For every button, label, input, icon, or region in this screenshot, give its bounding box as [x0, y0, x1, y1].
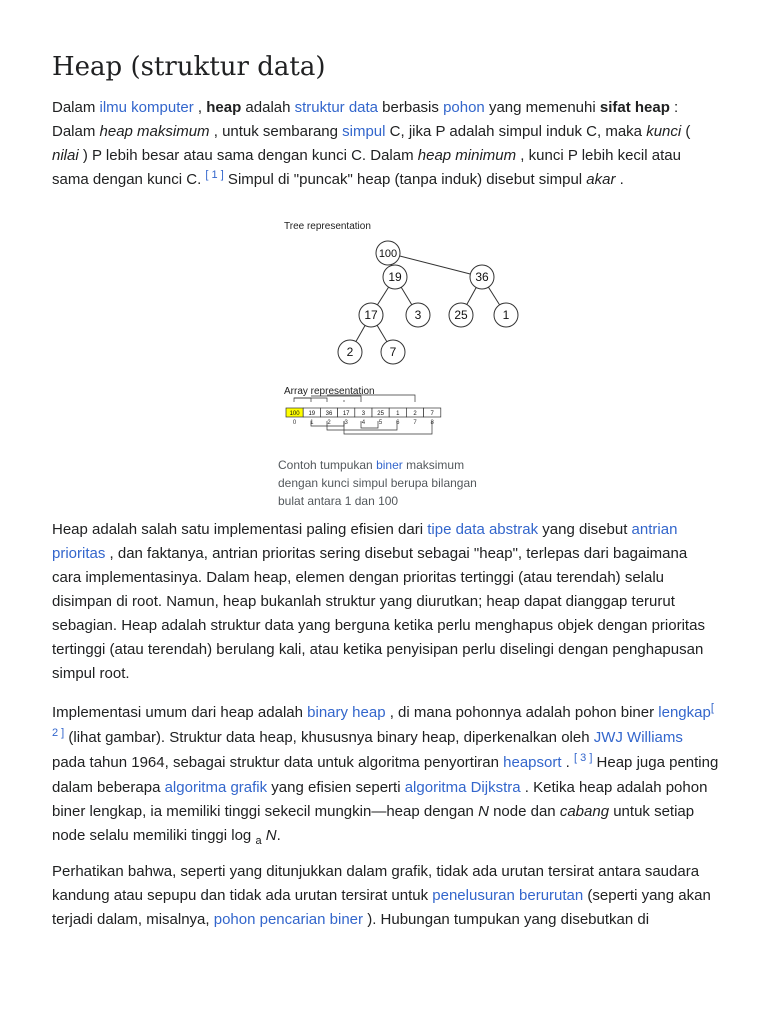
- array-index-label: 4: [361, 420, 366, 426]
- array-cell-label: 36: [325, 411, 333, 417]
- array-index-label: 7: [413, 420, 417, 426]
- array-cell-label: 25: [377, 411, 384, 417]
- array-cell-label: 2: [413, 411, 417, 417]
- reference-1[interactable]: [ 1 ]: [205, 169, 224, 181]
- link-jwj-williams[interactable]: JWJ Williams: [593, 729, 683, 746]
- paragraph-intro: Dalam ilmu komputer , heap adalah struktur data berbasis pohon yang memenuhi sifat heap : Dalam heap maksimum , untuk sembarang simpul C, jika P adalah simpul induk C, maka kunci ( nilai ) P lebih besar atau sama dengan kunci C. Dalam heap minimum , kunci P lebih kecil atau sama dengan kunci C. [ 1 ] Simpul di "puncak" heap (tanpa induk) disebut simpul akar .: [52, 99, 691, 188]
- array-cell-label: 7: [430, 411, 434, 417]
- paragraph-3: Implementasi umum dari heap adalah binary heap , di mana pohonnya adalah pohon biner lengkap[ 2 ] (lihat gambar). Struktur data heap, khususnya binary heap, diperkenalkan oleh JWJ Williams pada tahun 1964, sebagai struktur data untuk algoritma penyortiran heapsort . [ 3 ] Heap juga penting dalam beberapa algoritma grafik yang efisien seperti algoritma Dijkstra . Ketika heap adalah pohon biner lengkap, ia memiliki tinggi sekecil mungkin—heap dengan N node dan cabang untuk setiap node selalu memiliki tinggi log $_a$ N.: [52, 702, 719, 847]
- link-simpul[interactable]: simpul: [342, 123, 386, 140]
- bold-heap: heap: [206, 99, 242, 116]
- paragraph-4: Perhatikan bahwa, seperti yang ditunjukkan dalam grafik, tidak ada urutan tersirat antara saudara kandung atau sepupu dan tidak ada urutan tersirat untuk penelusuran berurutan (seperti yang akan terjadi dalam, misalnya, pohon pencarian biner ). Hubungan tumpukan yang disebutkan di: [52, 863, 711, 928]
- link-biner[interactable]: biner: [376, 458, 403, 472]
- array-cell-label: 1: [396, 411, 400, 417]
- link-pohon[interactable]: pohon: [443, 99, 485, 116]
- link-heapsort[interactable]: heapsort: [503, 754, 562, 771]
- link-ilmu-komputer[interactable]: ilmu komputer: [99, 99, 194, 116]
- reference-2[interactable]: [ 2 ]: [52, 702, 714, 739]
- array-index-label: 6: [396, 420, 400, 426]
- array-index-label: 3: [344, 420, 348, 426]
- tree-label: Tree representation: [284, 221, 371, 232]
- tree-node-label: 19: [388, 270, 402, 284]
- link-antrian-prioritas[interactable]: antrian prioritas: [52, 521, 678, 562]
- tree-node-label: 7: [389, 345, 397, 359]
- array-cell-label: 3: [361, 411, 366, 417]
- tree-node-label: 3: [414, 308, 422, 322]
- link-pohon-pencarian-biner[interactable]: pohon pencarian biner: [213, 911, 364, 928]
- page-title: Heap (struktur data): [52, 52, 326, 82]
- link-tipe-data-abstrak[interactable]: tipe data abstrak: [427, 521, 539, 538]
- array-index-label: 8: [430, 420, 434, 426]
- link-lengkap[interactable]: lengkap: [658, 704, 711, 721]
- array-cells: [286, 408, 441, 426]
- array-index-label: 0: [292, 420, 297, 426]
- link-penelusuran-berurutan[interactable]: penelusuran berurutan: [432, 887, 584, 904]
- heap-figure: [280, 216, 510, 436]
- figure-caption: Contoh tumpukan biner maksimum dengan kunci simpul berupa bilangan bulat antara 1 dan 100: [278, 458, 477, 508]
- array-cell-label: 19: [308, 411, 316, 417]
- link-struktur-data[interactable]: struktur data: [294, 99, 379, 116]
- link-binary-heap[interactable]: binary heap: [307, 704, 386, 721]
- tree-node-label: 36: [475, 270, 489, 284]
- array-cell-label: 17: [342, 411, 350, 417]
- array-label: Array representation: [284, 386, 375, 397]
- bold-sifat-heap: sifat heap: [599, 99, 670, 116]
- tree-node-label: 100: [378, 248, 398, 260]
- heap-diagram[interactable]: [280, 216, 510, 436]
- link-algoritma-grafik[interactable]: algoritma grafik: [164, 779, 268, 796]
- tree-node-label: 2: [346, 345, 354, 359]
- paragraph-2: Heap adalah salah satu implementasi paling efisien dari tipe data abstrak yang disebut antrian prioritas , dan faktanya, antrian prioritas sering disebut sebagai "heap", terlepas dari bagaimana cara implementasinya. Dalam heap, elemen dengan prioritas tertinggi (atau terendah) selalu disimpan di root. Namun, heap bukanlah struktur yang diurutkan; heap dapat dianggap terurut sebagian. Heap adalah struktur data yang berguna ketika perlu menghapus objek dengan prioritas tertinggi (atau terendah) berulang kali, atau ketika penyisipan perlu diselingi dengan penghapusan simpul root.: [52, 521, 705, 682]
- tree-node-label: 25: [454, 308, 468, 322]
- array-index-label: 2: [327, 420, 331, 426]
- tree-node-label: 17: [364, 308, 378, 322]
- tree-nodes: [338, 241, 518, 364]
- array-cell-label: 100: [289, 411, 300, 417]
- tree-node-label: 1: [502, 308, 510, 322]
- array-index-label: 5: [378, 420, 383, 426]
- reference-3[interactable]: [ 3 ]: [574, 752, 593, 764]
- link-algoritma-dijkstra[interactable]: algoritma Dijkstra: [404, 779, 521, 796]
- array-index-label: 1: [310, 420, 314, 426]
